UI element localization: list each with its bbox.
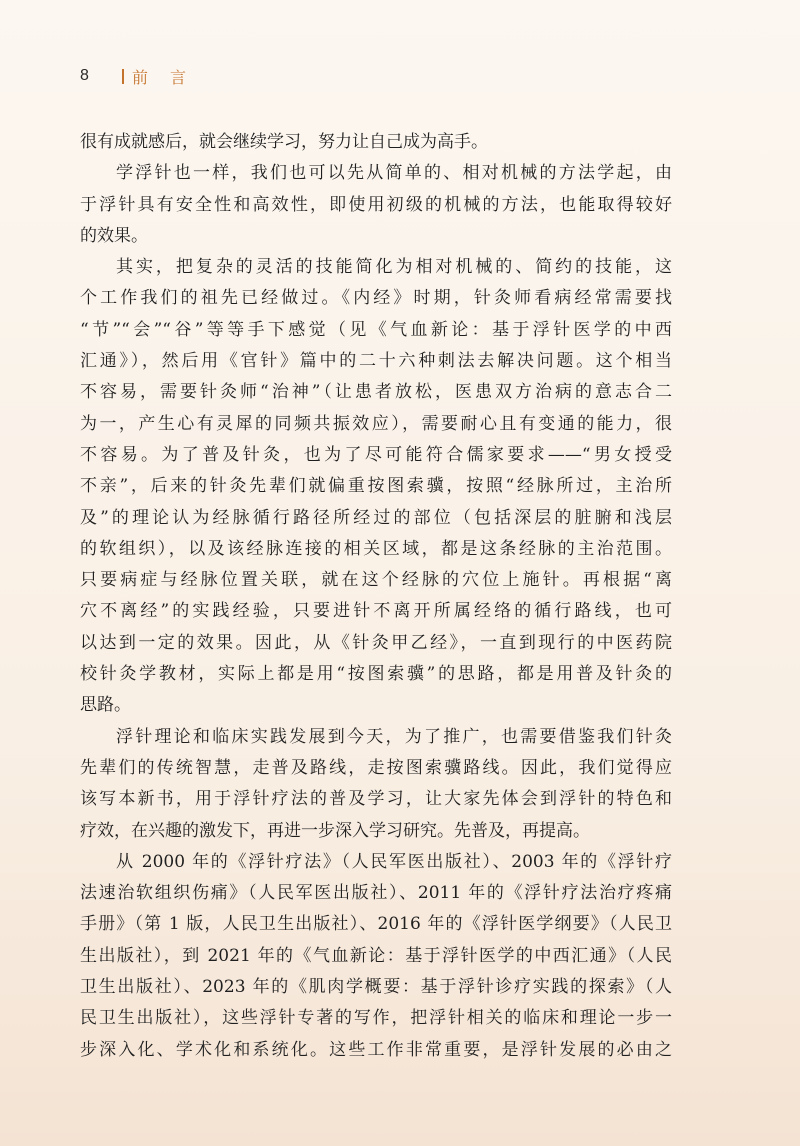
text-line: 从 2000 年的《浮针疗法》（人民军医出版社）、2003 年的《浮针疗 <box>116 851 672 872</box>
text-line: 浮针理论和临床实践发展到今天，为了推广，也需要借鉴我们针灸 <box>116 726 672 747</box>
text-line: 汇通》），然后用《官针》篇中的二十六种刺法去解决问题。这个相当 <box>80 351 672 372</box>
text-line: 很有成就感后，就会继续学习，努力让自己成为高手。 <box>80 132 488 152</box>
text-line: 穴不离经”的实践经验，只要进针不离开所属经络的循行路线，也可 <box>80 601 672 622</box>
text-line: 生出版社），到 2021 年的《气血新论：基于浮针医学的中西汇通》（人民 <box>80 945 672 966</box>
page-header <box>80 62 208 90</box>
section-title: 前言 <box>132 67 209 87</box>
text-line: 思路。 <box>80 695 131 716</box>
text-line: 及”的理论认为经脉循行路径所经过的部位（包括深层的脏腑和浅层 <box>80 507 672 528</box>
text-line: 手册》（第 1 版，人民卫生出版社）、2016 年的《浮针医学纲要》（人民卫 <box>80 914 672 935</box>
text-line: 法速治软组织伤痛》（人民军医出版社）、2011 年的《浮针疗法治疗疼痛 <box>80 883 672 904</box>
text-line: 只要病症与经脉位置关联，就在这个经脉的穴位上施针。再根据“离 <box>80 570 672 591</box>
text-line: 不容易。为了普及针灸，也为了尽可能符合儒家要求——“男女授受 <box>80 444 672 465</box>
header-divider <box>122 69 124 84</box>
text-line: 卫生出版社）、2023 年的《肌肉学概要：基于浮针诊疗实践的探索》（人 <box>80 977 672 998</box>
text-line: 疗效，在兴趣的激发下，再进一步深入学习研究。先普及，再提高。 <box>80 820 590 841</box>
text-line: 的软组织），以及该经脉连接的相关区域，都是这条经脉的主治范围。 <box>80 538 672 559</box>
text-line: 民卫生出版社），这些浮针专著的写作，把浮针相关的临床和理论一步一 <box>80 1008 672 1029</box>
body-text <box>80 127 672 1066</box>
text-line: 于浮针具有安全性和高效性，即使用初级的机械的方法，也能取得较好 <box>80 194 672 215</box>
text-line: 为一，产生心有灵犀的同频共振效应），需要耐心且有变通的能力，很 <box>80 413 672 434</box>
text-line: 以达到一定的效果。因此，从《针灸甲乙经》，一直到现行的中医药院 <box>80 632 672 653</box>
text-line: 先辈们的传统智慧，走普及路线，走按图索骥路线。因此，我们觉得应 <box>80 757 672 778</box>
text-line: 不容易，需要针灸师“治神”（让患者放松，医患双方治病的意志合二 <box>80 382 672 403</box>
text-line: 其实，把复杂的灵活的技能简化为相对机械的、简约的技能，这 <box>116 257 672 278</box>
text-line: 该写本新书，用于浮针疗法的普及学习，让大家先体会到浮针的特色和 <box>80 789 672 810</box>
text-line: 的效果。 <box>80 225 148 246</box>
text-line: 不亲”，后来的针灸先辈们就偏重按图索骥，按照“经脉所过，主治所 <box>80 476 672 497</box>
text-line: 学浮针也一样，我们也可以先从简单的、相对机械的方法学起，由 <box>116 163 672 184</box>
text-line: 个工作我们的祖先已经做过。《内经》时期，针灸师看病经常需要找 <box>80 288 672 309</box>
text-line: 校针灸学教材，实际上都是用“按图索骥”的思路，都是用普及针灸的 <box>80 664 672 685</box>
text-line: 步深入化、学术化和系统化。这些工作非常重要，是浮针发展的必由之 <box>80 1039 672 1060</box>
text-line: “节”“会”“谷”等等手下感觉（见《气血新论：基于浮针医学的中西 <box>80 319 672 340</box>
page-number: 8 <box>80 67 89 84</box>
